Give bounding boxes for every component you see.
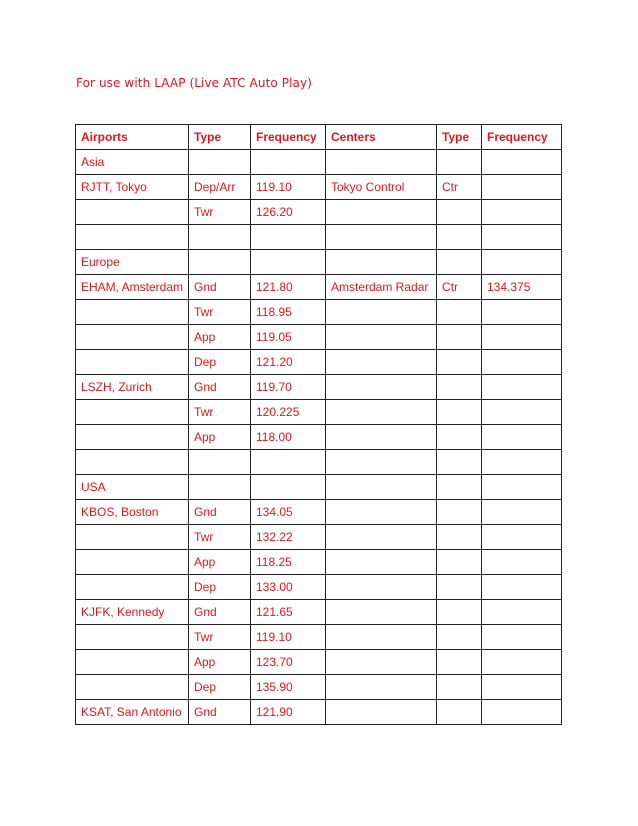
- center-frequency-cell: [482, 675, 562, 700]
- frequency-table: [75, 124, 562, 725]
- airport-type-cell: [189, 150, 251, 175]
- table-row: [76, 625, 562, 650]
- airport-cell: [76, 650, 189, 675]
- airport-type-cell: Gnd: [189, 275, 251, 300]
- center-cell: [326, 675, 437, 700]
- table-row: [76, 500, 562, 525]
- airport-cell: [76, 550, 189, 575]
- center-type-cell: [437, 375, 482, 400]
- airport-cell: USA: [76, 475, 189, 500]
- center-type-cell: [437, 625, 482, 650]
- airport-frequency-cell: 118.00: [251, 425, 326, 450]
- center-type-cell: [437, 675, 482, 700]
- airport-type-cell: App: [189, 325, 251, 350]
- airport-cell: [76, 225, 189, 250]
- table-row: [76, 375, 562, 400]
- center-cell: [326, 400, 437, 425]
- center-type-cell: [437, 575, 482, 600]
- table-row: [76, 300, 562, 325]
- table-body: [76, 150, 562, 725]
- center-type-cell: [437, 300, 482, 325]
- center-type-cell: [437, 525, 482, 550]
- airport-cell: [76, 450, 189, 475]
- center-cell: Amsterdam Radar: [326, 275, 437, 300]
- airport-frequency-cell: 134.05: [251, 500, 326, 525]
- center-cell: [326, 600, 437, 625]
- center-type-cell: [437, 150, 482, 175]
- airport-type-cell: Dep: [189, 675, 251, 700]
- center-type-cell: Ctr: [437, 175, 482, 200]
- airport-frequency-cell: 119.10: [251, 625, 326, 650]
- center-cell: [326, 575, 437, 600]
- center-cell: [326, 250, 437, 275]
- airport-frequency-cell: 121.20: [251, 350, 326, 375]
- airport-cell: RJTT, Tokyo: [76, 175, 189, 200]
- airport-cell: [76, 575, 189, 600]
- airport-type-cell: Gnd: [189, 600, 251, 625]
- center-frequency-cell: 134.375: [482, 275, 562, 300]
- header-airport-frequency: Frequency: [251, 125, 326, 150]
- table-row: [76, 325, 562, 350]
- airport-cell: [76, 675, 189, 700]
- header-center-type: Type: [437, 125, 482, 150]
- airport-frequency-cell: 119.05: [251, 325, 326, 350]
- center-frequency-cell: [482, 475, 562, 500]
- center-frequency-cell: [482, 525, 562, 550]
- airport-cell: [76, 350, 189, 375]
- center-frequency-cell: [482, 650, 562, 675]
- airport-frequency-cell: 133.00: [251, 575, 326, 600]
- center-frequency-cell: [482, 150, 562, 175]
- airport-type-cell: Twr: [189, 200, 251, 225]
- center-frequency-cell: [482, 625, 562, 650]
- airport-cell: [76, 200, 189, 225]
- center-frequency-cell: [482, 550, 562, 575]
- center-frequency-cell: [482, 300, 562, 325]
- airport-type-cell: Dep: [189, 575, 251, 600]
- table-row: [76, 575, 562, 600]
- center-frequency-cell: [482, 225, 562, 250]
- center-cell: [326, 375, 437, 400]
- airport-frequency-cell: 118.95: [251, 300, 326, 325]
- airport-cell: Asia: [76, 150, 189, 175]
- airport-cell: Europe: [76, 250, 189, 275]
- center-cell: [326, 150, 437, 175]
- center-cell: [326, 450, 437, 475]
- center-frequency-cell: [482, 450, 562, 475]
- airport-frequency-cell: 119.10: [251, 175, 326, 200]
- airport-cell: KSAT, San Antonio: [76, 700, 189, 725]
- airport-frequency-cell: 126.20: [251, 200, 326, 225]
- center-type-cell: [437, 500, 482, 525]
- airport-type-cell: [189, 225, 251, 250]
- header-center-frequency: Frequency: [482, 125, 562, 150]
- airport-type-cell: Dep/Arr: [189, 175, 251, 200]
- airport-frequency-cell: 121.90: [251, 700, 326, 725]
- airport-frequency-cell: [251, 250, 326, 275]
- center-cell: [326, 225, 437, 250]
- center-type-cell: [437, 250, 482, 275]
- table-row: [76, 175, 562, 200]
- center-type-cell: [437, 325, 482, 350]
- table-row: [76, 275, 562, 300]
- center-cell: [326, 325, 437, 350]
- airport-cell: KJFK, Kennedy: [76, 600, 189, 625]
- table-row: [76, 525, 562, 550]
- center-frequency-cell: [482, 325, 562, 350]
- center-type-cell: [437, 400, 482, 425]
- table-header-row: [76, 125, 562, 150]
- center-frequency-cell: [482, 350, 562, 375]
- center-frequency-cell: [482, 375, 562, 400]
- center-cell: [326, 525, 437, 550]
- center-frequency-cell: [482, 200, 562, 225]
- center-frequency-cell: [482, 400, 562, 425]
- center-cell: [326, 500, 437, 525]
- center-type-cell: [437, 700, 482, 725]
- airport-type-cell: [189, 475, 251, 500]
- center-type-cell: [437, 425, 482, 450]
- airport-frequency-cell: 135.90: [251, 675, 326, 700]
- table-row: [76, 675, 562, 700]
- airport-type-cell: Twr: [189, 525, 251, 550]
- center-type-cell: [437, 550, 482, 575]
- airport-type-cell: Gnd: [189, 700, 251, 725]
- airport-cell: [76, 400, 189, 425]
- table-row: [76, 600, 562, 625]
- center-cell: Tokyo Control: [326, 175, 437, 200]
- center-frequency-cell: [482, 575, 562, 600]
- table-row: [76, 250, 562, 275]
- airport-cell: [76, 300, 189, 325]
- airport-frequency-cell: 121.65: [251, 600, 326, 625]
- center-frequency-cell: [482, 600, 562, 625]
- table-row: [76, 550, 562, 575]
- airport-type-cell: Twr: [189, 300, 251, 325]
- airport-type-cell: [189, 450, 251, 475]
- airport-frequency-cell: 118.25: [251, 550, 326, 575]
- table-row: [76, 475, 562, 500]
- center-cell: [326, 350, 437, 375]
- table-row: [76, 350, 562, 375]
- center-cell: [326, 425, 437, 450]
- center-cell: [326, 625, 437, 650]
- table-row: [76, 450, 562, 475]
- airport-cell: [76, 625, 189, 650]
- airport-frequency-cell: 132.22: [251, 525, 326, 550]
- header-airport-type: Type: [189, 125, 251, 150]
- airport-frequency-cell: 121.80: [251, 275, 326, 300]
- center-cell: [326, 300, 437, 325]
- airport-frequency-cell: [251, 450, 326, 475]
- center-frequency-cell: [482, 500, 562, 525]
- center-cell: [326, 475, 437, 500]
- airport-frequency-cell: [251, 475, 326, 500]
- header-airports: Airports: [76, 125, 189, 150]
- center-cell: [326, 550, 437, 575]
- airport-cell: [76, 525, 189, 550]
- center-cell: [326, 200, 437, 225]
- table-row: [76, 425, 562, 450]
- airport-cell: EHAM, Amsterdam: [76, 275, 189, 300]
- airport-type-cell: App: [189, 425, 251, 450]
- airport-cell: KBOS, Boston: [76, 500, 189, 525]
- airport-cell: [76, 325, 189, 350]
- center-type-cell: [437, 450, 482, 475]
- center-cell: [326, 650, 437, 675]
- center-type-cell: [437, 200, 482, 225]
- center-type-cell: Ctr: [437, 275, 482, 300]
- header-centers: Centers: [326, 125, 437, 150]
- airport-frequency-cell: [251, 150, 326, 175]
- airport-type-cell: Twr: [189, 400, 251, 425]
- airport-frequency-cell: 119.70: [251, 375, 326, 400]
- table-row: [76, 200, 562, 225]
- center-type-cell: [437, 350, 482, 375]
- airport-frequency-cell: 120.225: [251, 400, 326, 425]
- airport-type-cell: [189, 250, 251, 275]
- center-type-cell: [437, 600, 482, 625]
- airport-type-cell: App: [189, 550, 251, 575]
- airport-cell: [76, 425, 189, 450]
- airport-type-cell: App: [189, 650, 251, 675]
- airport-type-cell: Dep: [189, 350, 251, 375]
- airport-frequency-cell: 123.70: [251, 650, 326, 675]
- center-type-cell: [437, 225, 482, 250]
- airport-type-cell: Twr: [189, 625, 251, 650]
- center-frequency-cell: [482, 700, 562, 725]
- table-row: [76, 700, 562, 725]
- center-frequency-cell: [482, 425, 562, 450]
- airport-frequency-cell: [251, 225, 326, 250]
- airport-type-cell: Gnd: [189, 500, 251, 525]
- airport-cell: LSZH, Zurich: [76, 375, 189, 400]
- document-title: For use with LAAP (Live ATC Auto Play): [76, 76, 312, 90]
- table-row: [76, 150, 562, 175]
- airport-type-cell: Gnd: [189, 375, 251, 400]
- center-frequency-cell: [482, 175, 562, 200]
- center-frequency-cell: [482, 250, 562, 275]
- table-row: [76, 400, 562, 425]
- table-row: [76, 225, 562, 250]
- center-cell: [326, 700, 437, 725]
- table-row: [76, 650, 562, 675]
- center-type-cell: [437, 475, 482, 500]
- center-type-cell: [437, 650, 482, 675]
